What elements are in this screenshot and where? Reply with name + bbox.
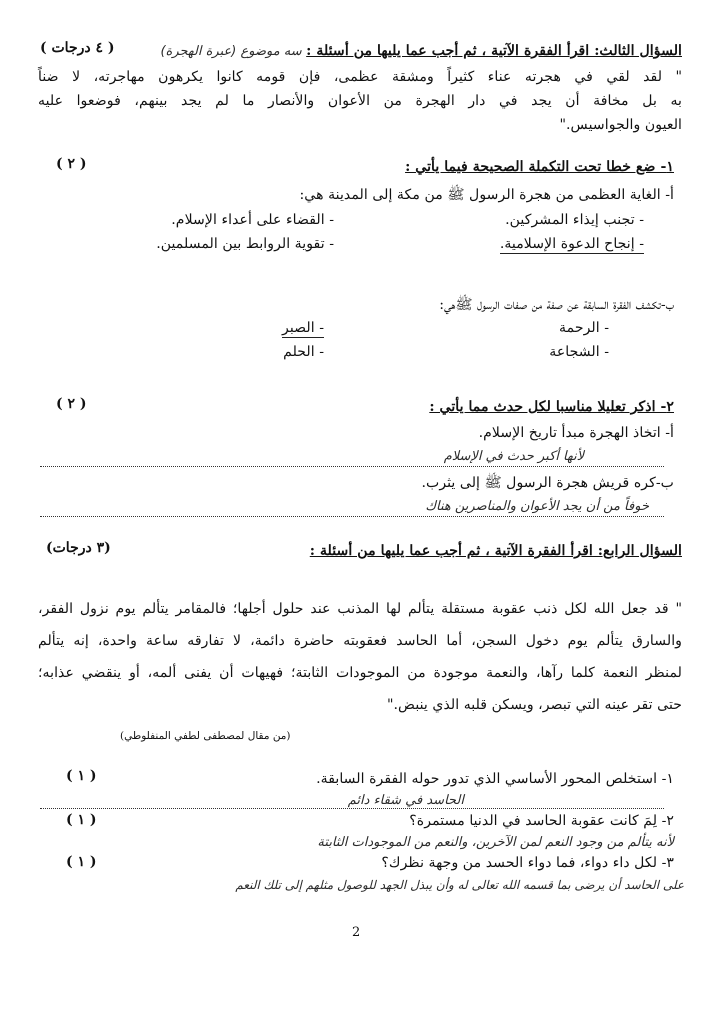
q4-question-2-answer: لأنه يتألم من وجود النعم لمن الآخرين، والنعم من الموجودات الثابتة <box>317 835 674 850</box>
q3-item1a-question: أ- الغاية العظمى من هجرة الرسول ﷺ من مكة إلى المدينة هي: <box>299 187 674 203</box>
q3-item2a-answer: لأنها أكبر حدث في الإسلام <box>443 449 584 464</box>
q4-question-3-answer: على الحاسد أن يرضى بما قسمه الله تعالى له وأن يبذل الجهد للوصول مثلهم إلى تلك النعم <box>235 878 684 892</box>
q3-passage-line-1: " لقد لقي في هجرته عناء كثيراً ومشقة عظمى، فإن قومه كانوا يكرهون مهاجرته، لا ضناً <box>38 69 682 85</box>
q3-item1b-option-3: - الشجاعة <box>549 344 609 360</box>
q3-item2a-question: أ- اتخاذ الهجرة مبدأ تاريخ الإسلام. <box>478 425 674 441</box>
q4-passage-line-4: حتى تقر عينه التي تبصر، ويسكن قلبه الذي ينبض." <box>386 697 682 713</box>
q3-item1a-option-2: - القضاء على أعداء الإسلام. <box>171 212 334 228</box>
q3-item2b-answer: خوفاً من أن يجد الأعوان والمناصرين هناك <box>425 499 649 514</box>
q3-passage-line-2: به بل مخافة أن يجد في دار الهجرة من الأعوان والأنصار ما لم يجد بينهم، فوضعوا عليه <box>38 93 682 109</box>
q3-item1-instruction: ١- ضع خطا تحت التكملة الصحيحة فيما يأتي : <box>405 159 674 175</box>
q3-handwritten-topic: سه موضوع (عبرة الهجرة) <box>160 44 302 59</box>
q3-item1b-option-2-text: - الصبر <box>282 320 324 336</box>
q3-item2-instruction: ٢- اذكر تعليلا مناسبا لكل حدث مما يأتي : <box>429 399 674 415</box>
q3-item1-marks: ( ٢ ) <box>56 156 87 172</box>
q4-marks: (٣ درجات) <box>46 540 111 556</box>
q4-source: (من مقال لمصطفى لطفي المنفلوطي) <box>120 730 291 742</box>
q4-question-1-marks: ( ١ ) <box>66 768 97 784</box>
q4-heading: السؤال الرابع: اقرأ الفقرة الآتية ، ثم أجب عما يليها من أسئلة : <box>309 543 682 559</box>
q3-passage-line-3: العيون والجواسيس." <box>559 117 682 133</box>
q3-heading-row <box>38 40 682 63</box>
q3-item1b-option-1: - الرحمة <box>559 320 609 336</box>
q4-passage-line-2: والسارق يتألم يوم دخول السجن، أما الحاسد فعقوبته حاضرة دائمة، لا تفارقه ساعة واحدة، إنه يتألم <box>38 633 682 649</box>
q4-question-1: ١- استخلص المحور الأساسي الذي تدور حوله الفقرة السابقة. <box>316 771 674 787</box>
q4-passage-line-3: لمنظر النعمة كلما رآها، والنعمة موجودة من الموجودات الثابتة؛ فهيهات أن يفنى ألمه، أو ينقضي عذابه؛ <box>38 665 682 681</box>
q4-question-3: ٣- لكل داء دواء، فما دواء الحسد من وجهة نظرك؟ <box>381 855 674 871</box>
q4-question-3-marks: ( ١ ) <box>66 854 97 870</box>
q3-item1b-question: ب-تكشف الفقرة السابقة عن صفة من صفات الرسول ﷺهي: <box>439 297 674 313</box>
q3-marks: ( ٤ درجات ) <box>40 40 115 56</box>
q4-question-2-marks: ( ١ ) <box>66 812 97 828</box>
q3-heading: السؤال الثالث: اقرأ الفقرة الآتية ، ثم أجب عما يليها من أسئلة : <box>306 43 682 59</box>
q4-passage-line-1: " قد جعل الله لكل ذنب عقوبة مستقلة يتألم لها المذنب عند حلول أجلها؛ فالمقامر يتألم يوم نزول الفقر، <box>38 601 682 617</box>
q4-question-1-answer: الحاسد في شقاء دائم <box>347 793 464 808</box>
page-number: 2 <box>352 925 361 940</box>
q3-item2a-answer-line <box>40 466 664 467</box>
q3-item2b-question: ب-كره قريش هجرة الرسول ﷺ إلى يثرب. <box>421 475 674 491</box>
q3-item1a-option-3-text: - إنجاح الدعوة الإسلامية. <box>499 236 644 252</box>
q3-item1a-option-1: - تجنب إيذاء المشركين. <box>505 212 644 228</box>
q3-item2b-answer-line <box>40 516 664 517</box>
q3-item1b-option-2 <box>282 320 324 336</box>
q3-item2-marks: ( ٢ ) <box>56 396 87 412</box>
q4-question-2: ٢- لِمَ كانت عقوبة الحاسد في الدنيا مستمرة؟ <box>409 813 674 829</box>
q4-question-1-answer-line <box>40 808 664 809</box>
q3-item1a-option-4: - تقوية الروابط بين المسلمين. <box>156 236 334 252</box>
q3-item1a-option-3 <box>500 236 644 252</box>
q3-item1b-option-4: - الحلم <box>283 344 324 360</box>
